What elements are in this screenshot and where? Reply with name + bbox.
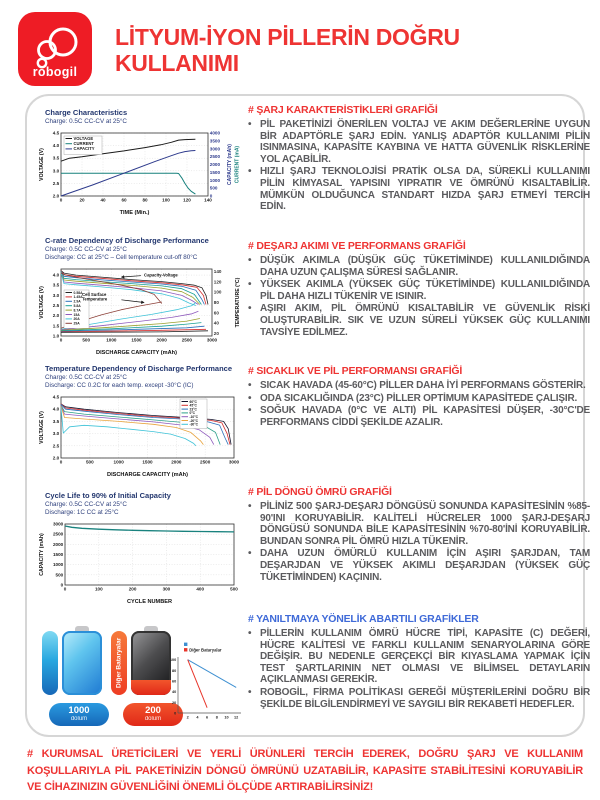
svg-text:80: 80 <box>142 197 148 203</box>
svg-text:20: 20 <box>171 700 177 705</box>
svg-text:3.5: 3.5 <box>52 282 60 288</box>
svg-text:500: 500 <box>230 586 238 592</box>
chart-subtitle2: Discharge: 1C CC at 25°C <box>45 509 119 516</box>
other-batteries-vertical-label: Diğer Bataryalar <box>115 637 123 689</box>
svg-text:2000: 2000 <box>171 459 182 465</box>
bullet-text: ROBOGİL, FİRMA POLİTİKASI GEREĞİ MÜŞTERİLERİNİ DOĞRU BİR ŞEKİLDE BİLGİLENDİRMEYİ VE SAYGILI BİR REKABETİ HEDEFLER. <box>260 686 590 710</box>
page-title <box>115 24 585 76</box>
svg-text:0: 0 <box>209 193 213 199</box>
svg-text:0: 0 <box>59 459 63 465</box>
bullet-text: PİL PAKETİNİZİ ÖNERİLEN VOLTAJ VE AKIM DEĞERLERİNE UYGUN BİR ADAPTÖRLE ŞARJ EDİN. YANLIŞ ADAPTÖR KULLANIMI PİLİN ISINMASINA, KAPASİTE KAYBINA VE HATTA GÜVENLİK RİSKLERİNE YOL AÇABİLİR. <box>260 119 590 165</box>
svg-text:40: 40 <box>100 197 106 203</box>
svg-text:0.58A: 0.58A <box>73 290 83 295</box>
svg-text:3.0: 3.0 <box>52 292 60 298</box>
svg-text:20A: 20A <box>73 317 80 322</box>
svg-text:2500: 2500 <box>181 337 192 343</box>
svg-text:4.5: 4.5 <box>52 394 60 400</box>
bullet-item <box>248 279 590 302</box>
svg-text:120: 120 <box>183 197 191 203</box>
svg-text:4000: 4000 <box>209 130 221 136</box>
svg-text:0: 0 <box>60 582 64 588</box>
chart-subtitle: Charge: 0.5C CC-CV at 25°C <box>45 501 127 508</box>
cycles-unit: dolum <box>144 715 162 722</box>
svg-text:23°C: 23°C <box>189 407 197 412</box>
svg-text:1000: 1000 <box>209 177 221 183</box>
svg-text:Temperature: Temperature <box>82 296 108 302</box>
bullet-dot: • <box>248 501 252 512</box>
svg-text:4.5: 4.5 <box>52 130 60 136</box>
svg-text:Diğer Bataryalar: Diğer Bataryalar <box>189 647 222 653</box>
bullet-item <box>248 380 590 392</box>
svg-text:100: 100 <box>169 658 177 663</box>
bullet-text: DÜŞÜK AKIMLA (DÜŞÜK GÜÇ TÜKETİMİNDE) KULLANILDIĞINDA DAHA UZUN ÇALIŞMA SÜRESİ SAĞLANIR. <box>260 255 590 278</box>
svg-text:500: 500 <box>55 572 64 578</box>
svg-text:60: 60 <box>213 310 219 316</box>
svg-text:4: 4 <box>196 715 199 720</box>
charge-characteristics-chart <box>37 128 242 216</box>
crate-discharge-block <box>37 236 242 356</box>
robogil-logo <box>18 12 92 86</box>
svg-text:TIME (Min.): TIME (Min.) <box>119 210 150 216</box>
svg-text:VOLTAGE: VOLTAGE <box>73 135 94 141</box>
svg-text:400: 400 <box>196 586 205 592</box>
svg-text:2000: 2000 <box>52 541 64 547</box>
svg-text:VOLTAGE (V): VOLTAGE (V) <box>39 148 45 181</box>
bullet-text: ODA SICAKLIĞINDA (23°C) PİLLER OPTİMUM KAPASİTEDE ÇALIŞIR. <box>260 392 578 404</box>
chart-title: Temperature Dependency of Discharge Performance <box>45 364 233 373</box>
bullet-text: DAHA UZUN ÖMÜRLÜ KULLANIM İÇİN AŞIRI ŞARJDAN, TAM DEŞARJDAN VE YÜKSEK AKIMLI DEŞARJDAN (YÜKSEK GÜÇ TÜKETİMİNDEN) KAÇININ. <box>260 548 590 583</box>
svg-text:1500: 1500 <box>52 552 64 557</box>
svg-text:40: 40 <box>171 690 177 695</box>
section-cycle-life <box>248 486 590 584</box>
svg-text:-30°C: -30°C <box>189 422 198 427</box>
bullet-item <box>248 687 590 710</box>
bullet-item <box>248 119 590 165</box>
svg-text:CAPACITY (mAh): CAPACITY (mAh) <box>227 144 233 185</box>
svg-text:2500: 2500 <box>209 154 221 160</box>
svg-text:-10°C: -10°C <box>189 415 198 419</box>
cycle-life-block <box>37 491 242 605</box>
svg-text:1000: 1000 <box>52 562 64 568</box>
svg-text:CURRENT (mA): CURRENT (mA) <box>234 145 241 184</box>
svg-text:120: 120 <box>213 279 222 285</box>
svg-text:3000: 3000 <box>228 459 240 465</box>
svg-text:100: 100 <box>94 586 103 592</box>
svg-text:200: 200 <box>128 586 137 592</box>
svg-text:40: 40 <box>213 320 219 326</box>
svg-text:500: 500 <box>85 459 94 465</box>
bullet-item <box>248 628 590 686</box>
logo-wordmark: robogil <box>32 65 78 79</box>
bullet-item <box>248 303 590 338</box>
bullet-dot: • <box>248 119 252 130</box>
svg-text:2000: 2000 <box>209 162 221 167</box>
other-batteries-pill <box>111 631 127 695</box>
svg-text:2.5: 2.5 <box>52 443 60 449</box>
svg-text:29A: 29A <box>73 321 80 326</box>
svg-text:2500: 2500 <box>200 459 211 465</box>
svg-text:VOLTAGE (V): VOLTAGE (V) <box>39 286 45 319</box>
chart-subtitle: Charge: 0.5C CC-CV at 25°C <box>45 246 127 253</box>
cycles-badge-robogil <box>49 703 109 726</box>
svg-text:1.5: 1.5 <box>52 323 60 329</box>
svg-text:Cell Surface: Cell Surface <box>82 291 107 297</box>
battery-life-comparison-chart <box>165 641 245 725</box>
svg-text:-20°C: -20°C <box>189 418 198 423</box>
crate-discharge-chart <box>37 264 242 356</box>
svg-text:2500: 2500 <box>52 531 64 537</box>
svg-text:500: 500 <box>209 185 218 191</box>
svg-text:100: 100 <box>162 197 170 203</box>
chart-title: Charge Characteristics <box>45 108 128 117</box>
svg-text:1.0: 1.0 <box>52 333 60 339</box>
svg-text:3000: 3000 <box>209 146 221 152</box>
bullet-dot: • <box>248 392 252 404</box>
svg-text:4.0: 4.0 <box>52 272 60 278</box>
section-temperature-performance <box>248 365 590 429</box>
svg-text:3.5: 3.5 <box>52 155 60 161</box>
bullet-text: HIZLI ŞARJ TEKNOLOJİSİ PRATİK OLSA DA, SÜREKLİ KULLANIMI PİLİN KİMYASAL YAPISINI YIPRATIR VE ÖMRÜNÜ KISALTABİLİR. MÜMKÜN OLDUĞUNCA STANDART HIZDA ŞARJ ETMEYİ TERCİH EDİN. <box>260 166 590 213</box>
svg-text:3000: 3000 <box>52 521 64 527</box>
footer-callout: # KURUMSAL ÜRETİCİLERİ VE YERLİ ÜRÜNLERİ TERCİH EDEREK, DOĞRU ŞARJ VE KULLANIM KOŞULLARIYLA PİL PAKETİNİZİN DÖNGÜ ÖMRÜNÜ UZATABİLİR, KAPASİTE STABİLİTESİNİ KORUYABİLİR VE CİHAZINIZIN GÜVENLİĞİNİ ÖNEMLİ ÖLÇÜDE ARTIRABİLİRSİNİZ! <box>27 748 583 793</box>
svg-text:CAPACITY (mAh): CAPACITY (mAh) <box>39 533 45 576</box>
bullet-text: YÜKSEK AKIMLA (YÜKSEK GÜÇ TÜKETİMİNDE) KULLANILDIĞINDA PİL DAHA HIZLI TÜKENİR VE ISINIR. <box>260 279 590 302</box>
svg-text:60: 60 <box>121 197 127 203</box>
section-discharge-current <box>248 240 590 339</box>
svg-text:300: 300 <box>162 586 171 592</box>
cycle-life-chart <box>37 519 242 605</box>
bullet-dot: • <box>248 380 252 391</box>
svg-text:2.0: 2.0 <box>52 193 60 199</box>
svg-text:3000: 3000 <box>206 337 218 343</box>
cycles-value: 1000 <box>68 705 90 716</box>
section-heading: # PİL DÖNGÜ ÖMRÜ GRAFİĞİ <box>248 486 392 498</box>
chart-title: C-rate Dependency of Discharge Performance <box>45 236 209 245</box>
svg-text:2.0: 2.0 <box>52 313 60 319</box>
svg-text:1000: 1000 <box>113 459 124 465</box>
bullet-text: SOĞUK HAVADA (0°C VE ALTI) PİL KAPASİTESİ DÜŞER, -30°C'DE PERFORMANS CİDDİ ŞEKİLDE AZALIR. <box>260 405 590 428</box>
svg-text:4.0: 4.0 <box>52 143 60 149</box>
cycles-unit: dolum <box>70 715 88 722</box>
svg-text:3.5: 3.5 <box>52 418 60 424</box>
svg-text:80: 80 <box>213 300 219 305</box>
section-heading: # DEŞARJ AKIMI VE PERFORMANS GRAFİĞİ <box>248 240 466 252</box>
svg-text:0: 0 <box>59 337 63 343</box>
svg-text:1500: 1500 <box>142 459 153 465</box>
content-card <box>25 94 590 737</box>
page-title-line1: LİTYUM-İYON PİLLERİN DOĞRU <box>115 24 460 50</box>
section-heading: # YANILTMAYA YÖNELİK ABARTILI GRAFİKLER <box>248 613 479 625</box>
bullet-dot: • <box>248 166 252 178</box>
bullet-text: SICAK HAVADA (45-60°C) PİLLER DAHA İYİ PERFORMANS GÖSTERİR. <box>260 380 586 391</box>
section-heading: # ŞARJ KARAKTERİSTİKLERİ GRAFİĞİ <box>248 104 438 116</box>
temperature-discharge-block <box>37 364 242 478</box>
chart-title: Cycle Life to 90% of Initial Capacity <box>45 491 171 500</box>
bullet-dot: • <box>248 548 252 560</box>
section-heading: # SICAKLIK VE PİL PERFORMANSI GRAFİĞİ <box>248 365 463 377</box>
svg-text:TEMPERATURE (°C): TEMPERATURE (°C) <box>235 277 241 328</box>
battery-comparison-graphic <box>37 621 249 729</box>
page-title-line2: KULLANIMI <box>115 49 239 76</box>
bullet-item <box>248 501 590 547</box>
svg-text:5.8A: 5.8A <box>73 304 81 308</box>
svg-text:1500: 1500 <box>131 337 142 343</box>
svg-text:60: 60 <box>171 679 177 684</box>
svg-text:12: 12 <box>234 715 239 720</box>
svg-text:1500: 1500 <box>209 169 221 175</box>
bullet-dot: • <box>248 255 252 266</box>
svg-text:DISCHARGE CAPACITY (mAh): DISCHARGE CAPACITY (mAh) <box>107 472 188 478</box>
bullet-text: PİLİNİZ 500 ŞARJ-DEŞARJ DÖNGÜSÜ SONUNDA KAPASİTESİNİN %85-90'INI KORUYABİLİR. KALİTELİ HÜCRELER 1000 ŞARJ-DEŞARJ DÖNGÜSÜ SONUNDA BİLE KAPASİTESİNİN %70-80'İNİ KORUYABİLİR. BUNDAN SONRA PİL ÖMRÜ HIZLA TÜKENİR. <box>260 501 590 547</box>
svg-text:15A: 15A <box>73 312 80 317</box>
bullet-item <box>248 393 590 405</box>
svg-text:8: 8 <box>215 715 218 720</box>
section-charge-characteristics <box>248 104 590 214</box>
chart-subtitle: Charge: 0.5C CC-CV at 25°C <box>45 374 127 381</box>
svg-text:Capacity-Voltage: Capacity-Voltage <box>144 272 178 278</box>
chart-subtitle: Charge: 0.5C CC-CV at 25°C <box>45 118 127 125</box>
svg-text:2.5: 2.5 <box>52 303 60 309</box>
svg-text:6: 6 <box>206 715 209 720</box>
svg-text:2000: 2000 <box>156 337 167 343</box>
bullet-dot: • <box>248 279 252 291</box>
svg-text:140: 140 <box>213 269 222 275</box>
svg-text:1.45A: 1.45A <box>73 295 83 300</box>
svg-text:2.5: 2.5 <box>52 180 60 186</box>
bullet-dot: • <box>248 303 252 315</box>
svg-text:0: 0 <box>63 586 67 592</box>
svg-text:8.7A: 8.7A <box>73 308 81 313</box>
svg-text:DISCHARGE CAPACITY (mAh): DISCHARGE CAPACITY (mAh) <box>96 350 177 356</box>
svg-text:80: 80 <box>171 668 177 673</box>
svg-text:20: 20 <box>213 330 219 336</box>
svg-text:0°C: 0°C <box>189 411 196 416</box>
svg-text:60°C: 60°C <box>189 399 197 404</box>
chart-subtitle2: Discharge: CC 0.2C for each temp. except -30°C (IC) <box>45 382 194 389</box>
bullet-text: PİLLERİN KULLANIM ÖMRÜ HÜCRE TİPİ, KAPASİTE (C) DEĞERİ, HÜCRE KALİTESİ VE FARKLI KULLANIM SENARYOLARINA GÖRE DEĞİŞİR. BU NEDENLE GERÇEKÇİ BİR KIYASLAMA YAPMAK İÇİN TEST ŞARTLARININ NET OLMASI VE BİLİMSEL DETAYLARIN AÇIKLANMASI GEREKİR. <box>260 628 590 686</box>
svg-text:2.0: 2.0 <box>52 455 60 461</box>
bullet-text: AŞIRI AKIM, PİL ÖMRÜNÜ KISALTABİLİR VE GÜVENLİK RİSKİ OLUŞTURABİLİR. SIK VE UZUN SÜRELİ YÜKSEK GÜÇ KULLANIMI TAVSİYE EDİLMEZ. <box>260 303 590 338</box>
svg-text:500: 500 <box>82 337 91 343</box>
bullet-dot: • <box>248 405 252 417</box>
bullet-item <box>248 405 590 428</box>
svg-text:20: 20 <box>79 197 85 203</box>
svg-text:3500: 3500 <box>209 138 221 144</box>
temperature-discharge-chart <box>37 392 242 478</box>
svg-text:4.0: 4.0 <box>52 406 60 412</box>
svg-text:45°C: 45°C <box>189 403 197 408</box>
bullet-item <box>248 166 590 212</box>
svg-text:VOLTAGE (V): VOLTAGE (V) <box>39 411 45 444</box>
svg-text:2: 2 <box>186 715 189 720</box>
svg-text:3.0: 3.0 <box>52 431 60 437</box>
charge-characteristics-block <box>37 108 242 216</box>
svg-text:0: 0 <box>174 711 177 716</box>
bullet-dot: • <box>248 686 252 698</box>
svg-text:100: 100 <box>213 289 222 295</box>
bullet-item <box>248 255 590 278</box>
svg-text:CYCLE NUMBER: CYCLE NUMBER <box>126 599 173 605</box>
svg-text:10: 10 <box>224 715 229 720</box>
cycles-value: 200 <box>145 705 161 716</box>
svg-text:2.9A: 2.9A <box>73 299 81 304</box>
svg-text:0: 0 <box>59 197 63 203</box>
svg-text:140: 140 <box>204 197 212 203</box>
svg-text:CURRENT: CURRENT <box>73 141 94 146</box>
svg-text:1000: 1000 <box>106 337 117 343</box>
svg-text:3.0: 3.0 <box>52 168 60 174</box>
blue-battery-pill <box>42 631 58 695</box>
bullet-dot: • <box>248 628 252 639</box>
robogil-battery-illustration <box>62 631 102 695</box>
svg-text:CAPACITY: CAPACITY <box>73 146 95 152</box>
chart-subtitle2: Discharge: CC at 25°C – Cell temperature cut-off 80°C <box>45 254 198 261</box>
section-misleading-graphs <box>248 613 590 711</box>
bullet-item <box>248 548 590 583</box>
